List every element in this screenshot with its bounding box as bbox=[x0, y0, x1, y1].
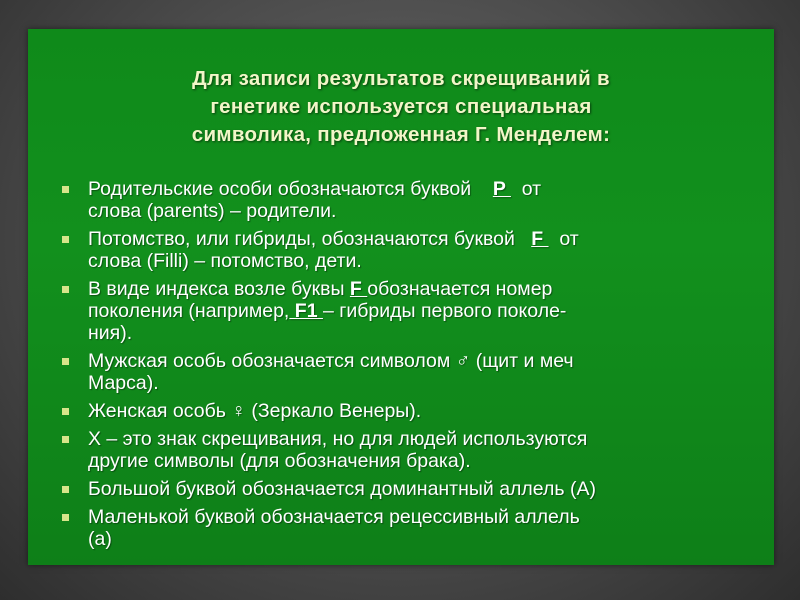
title-line: символика, предложенная Г. Менделем: bbox=[191, 123, 611, 146]
bullet-item-offspring bbox=[60, 228, 750, 272]
bullet-text: от bbox=[521, 178, 542, 200]
bullet-item-index bbox=[60, 278, 750, 344]
bullet-text: Марса). bbox=[88, 372, 159, 394]
bullet-marker-icon bbox=[62, 186, 69, 193]
bullet-marker-icon bbox=[62, 358, 69, 365]
bullet-text: (а) bbox=[88, 528, 112, 550]
bullet-text: слова (parents) – родители. bbox=[88, 200, 337, 222]
title-line: Для записи результатов скрещиваний в bbox=[192, 67, 610, 90]
bullet-item-male bbox=[60, 350, 750, 394]
bullet-text: другие символы (для обозначения брака). bbox=[88, 450, 471, 472]
bullet-text: Большой буквой обозначается доминантный аллель (А) bbox=[88, 478, 596, 500]
bullet-marker-icon bbox=[62, 286, 69, 293]
bullet-text: от bbox=[559, 228, 579, 250]
bullet-item-parents bbox=[60, 178, 750, 222]
bullet-text: – гибриды первого поколе- bbox=[322, 300, 567, 322]
slide-panel bbox=[28, 29, 774, 565]
bullet-marker-icon bbox=[62, 408, 69, 415]
bullet-marker-icon bbox=[62, 236, 69, 243]
bullet-list bbox=[60, 178, 750, 556]
title-line: генетике используется специальная bbox=[210, 95, 592, 118]
bullet-item-female bbox=[60, 400, 750, 422]
symbol-p: P bbox=[492, 178, 511, 200]
bullet-text: Потомство, или гибриды, обозначаются буквой bbox=[88, 228, 515, 250]
bullet-item-cross bbox=[60, 428, 750, 472]
bullet-text: В виде индекса возле буквы bbox=[88, 278, 345, 300]
bullet-marker-icon bbox=[62, 514, 69, 521]
bullet-text: поколения (например, bbox=[88, 300, 290, 322]
bullet-text: ния). bbox=[88, 322, 133, 344]
bullet-text: Родительские особи обозначаются буквой bbox=[88, 178, 472, 200]
bullet-text: слова (Filli) – потомство, дети. bbox=[88, 250, 362, 272]
symbol-f: F bbox=[349, 278, 368, 300]
symbol-f1: F1 bbox=[289, 300, 323, 322]
symbol-f: F bbox=[531, 228, 549, 250]
bullet-text: Женская особь ♀ (Зеркало Венеры). bbox=[88, 400, 422, 422]
slide-title bbox=[28, 65, 774, 149]
bullet-text: Мужская особь обозначается символом ♂ (щит и меч bbox=[88, 350, 574, 372]
bullet-item-recessive bbox=[60, 506, 750, 550]
bullet-text: обозначается номер bbox=[367, 278, 553, 300]
bullet-marker-icon bbox=[62, 436, 69, 443]
bullet-text: X – это знак скрещивания, но для людей используются bbox=[88, 428, 588, 450]
bullet-marker-icon bbox=[62, 486, 69, 493]
bullet-item-dominant bbox=[60, 478, 750, 500]
bullet-text: Маленькой буквой обозначается рецессивный аллель bbox=[88, 506, 580, 528]
